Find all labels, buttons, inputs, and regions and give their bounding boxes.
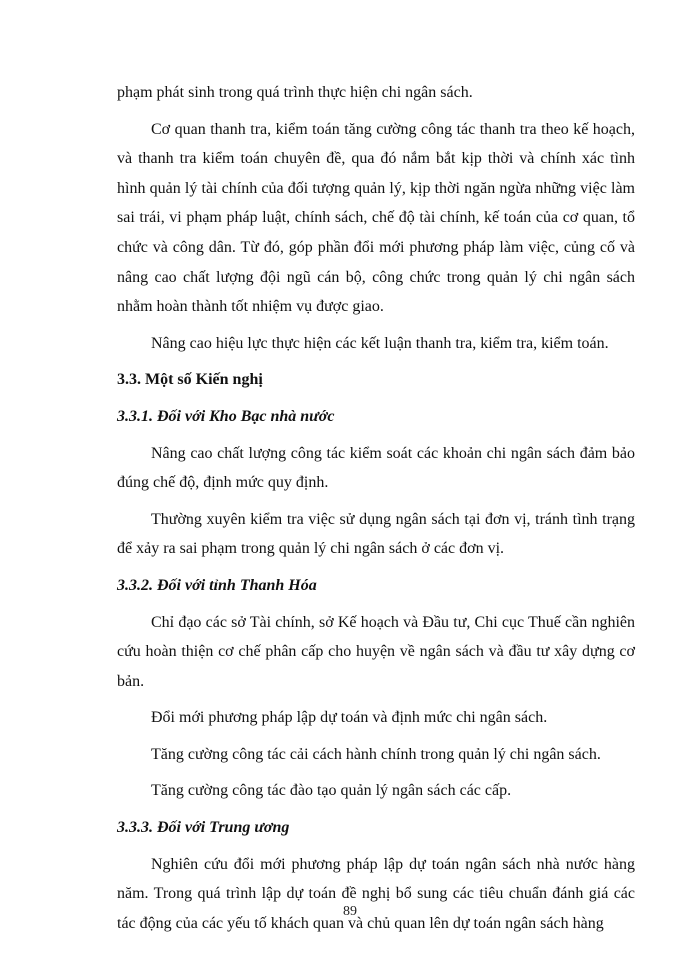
page-body <box>117 78 635 938</box>
subsection-heading-central: 3.3.3. Đối với Trung ương <box>117 819 290 837</box>
paragraph-province-1: Chỉ đạo các sở Tài chính, sở Kế hoạch và Đầu tư, Chi cục Thuế cần nghiên cứu hoàn thiện cơ chế phân cấp cho huyện về ngân sách và đầu tư xây dựng cơ bản. <box>117 613 635 690</box>
paragraph-treasury-1: Nâng cao chất lượng công tác kiểm soát các khoản chi ngân sách đảm bảo đúng chế độ, định mức quy định. <box>117 444 635 492</box>
paragraph-treasury-2: Thường xuyên kiểm tra việc sử dụng ngân sách tại đơn vị, tránh tình trạng để xảy ra sai phạm trong quản lý chi ngân sách ở các đơn vị. <box>117 510 635 558</box>
subsection-heading-province: 3.3.2. Đối với tỉnh Thanh Hóa <box>117 576 317 594</box>
paragraph-enforcement: Nâng cao hiệu lực thực hiện các kết luận thanh tra, kiểm tra, kiểm toán. <box>151 334 609 352</box>
paragraph-continuation: phạm phát sinh trong quá trình thực hiện chi ngân sách. <box>117 84 473 101</box>
subsection-heading-treasury: 3.3.1. Đối với Kho Bạc nhà nước <box>117 407 335 425</box>
paragraph-central-1: Nghiên cứu đổi mới phương pháp lập dự toán ngân sách nhà nước hàng năm. Trong quá trình lập dự toán đề nghị bổ sung các tiêu chuẩn đánh giá các tác động của các yếu tố khách quan và chủ quan lên dự toán ngân sách hàng <box>117 855 635 932</box>
paragraph-province-2: Đổi mới phương pháp lập dự toán và định mức chi ngân sách. <box>151 709 548 727</box>
paragraph-province-3: Tăng cường công tác cải cách hành chính trong quản lý chi ngân sách. <box>151 745 601 763</box>
page-number: 89 <box>343 904 357 919</box>
section-heading: 3.3. Một số Kiến nghị <box>117 371 263 389</box>
paragraph-province-4: Tăng cường công tác đào tạo quản lý ngân sách các cấp. <box>151 782 512 800</box>
paragraph-inspection-audit: Cơ quan thanh tra, kiểm toán tăng cường công tác thanh tra theo kế hoạch, và thanh tra kiểm toán chuyên đề, qua đó nắm bắt kịp thời và chính xác tình hình quản lý tài chính của đối tượng quản lý, kịp thời ngăn ngừa những việc làm sai trái, vi phạm pháp luật, chính sách, chế độ tài chính, kế toán của cơ quan, tổ chức và công dân. Từ đó, góp phần đổi mới phương pháp làm việc, củng cố và nâng cao chất lượng đội ngũ cán bộ, công chức trong quản lý chi ngân sách nhằm hoàn thành tốt nhiệm vụ được giao. <box>117 120 635 316</box>
